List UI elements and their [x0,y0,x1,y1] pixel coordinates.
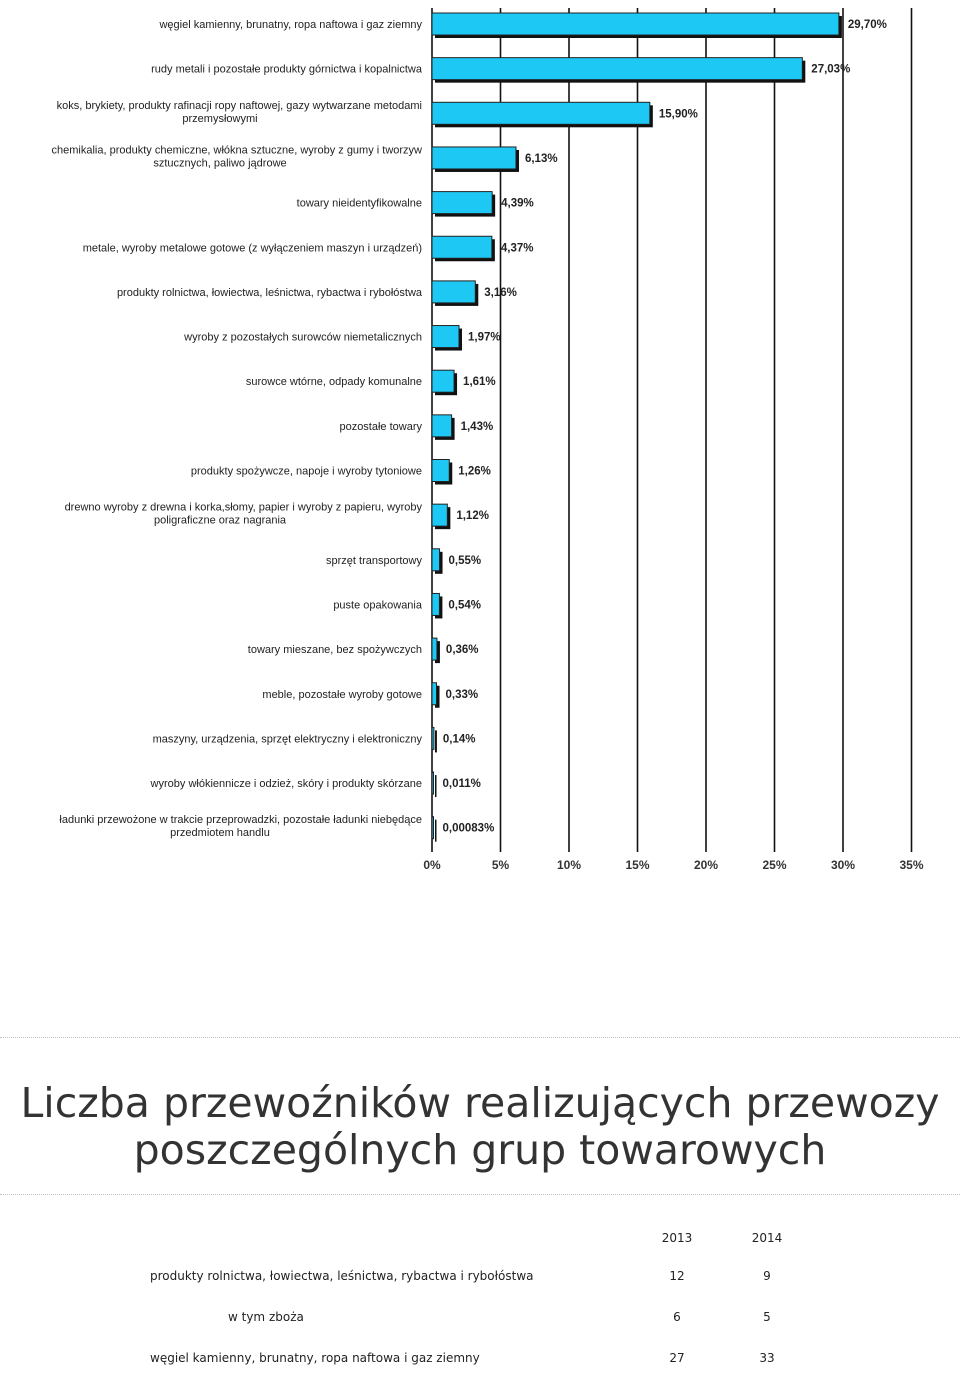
row-value-2013: 27 [669,1350,685,1365]
data-label: 0,54% [448,599,482,612]
bar [432,727,434,749]
data-label: 1,43% [460,420,494,433]
category-label: chemikalia, produkty chemiczne, włókna sztuczne, wyroby z gumy i tworzyw sztucznych, paliwo jądrowe [51,144,422,170]
row-value-2014: 9 [763,1268,771,1283]
table-row [0,1255,960,1296]
table-row [0,1337,960,1378]
bar [432,236,492,258]
data-label: 4,37% [500,242,534,255]
data-label: 15,90% [658,108,698,121]
bar [432,281,475,303]
data-label: 0,36% [445,644,479,657]
data-label: 0,00083% [442,822,495,835]
data-label: 6,13% [524,152,558,165]
category-label: pozostałe towary [339,420,422,433]
header-year-2014: 2014 [751,1230,783,1245]
bar [432,370,454,392]
row-label: w tym zboża [228,1309,304,1324]
category-label: surowce wtórne, odpady komunalne [245,376,422,389]
data-label: 29,70% [847,19,887,31]
bar [432,147,516,169]
category-label: wyroby włókiennicze i odzież, skóry i produkty skórzane [150,778,422,791]
bar [432,593,439,615]
bar-shadow [435,820,437,842]
x-tick-label: 10% [556,858,582,872]
data-label: 1,97% [467,331,501,344]
bar [432,772,434,794]
bar [432,504,447,526]
category-label: metale, wyroby metalowe gotowe (z wyłączeniem maszyn i urządzeń) [82,242,422,255]
header-year-2013: 2013 [661,1230,693,1245]
bar [432,549,440,571]
x-tick-label: 5% [491,858,510,872]
row-value-2014: 5 [763,1309,771,1324]
x-tick-label: 35% [899,858,924,872]
bar [432,102,650,124]
page-title [0,1080,960,1174]
category-label: sprzęt transportowy [326,554,422,567]
category-label: maszyny, urządzenia, sprzęt elektryczny i elektroniczny [152,733,422,746]
data-label: 27,03% [811,63,851,76]
row-value-2014: 33 [759,1350,775,1365]
category-label: meble, pozostałe wyroby gotowe [262,688,422,701]
bar [432,326,459,348]
x-tick-label: 15% [625,858,650,872]
bar [432,638,437,660]
data-label: 0,55% [448,554,482,567]
category-label: drewno wyroby z drewna i korka,słomy, papier i wyroby z papieru, wyroby poligraficzne oraz nagrania [64,501,422,527]
title-line-1: Liczba przewoźników realizujących przewozy [20,1079,940,1127]
row-value-2013: 6 [673,1309,681,1324]
category-label: ładunki przewożone w trakcie przeprowadzki, pozostałe ładunki niebędące przedmiotem handlu [59,814,422,840]
data-label: 1,61% [463,376,496,389]
divider-bottom [0,1194,960,1195]
data-label: 4,39% [501,197,534,210]
title-line-2: poszczególnych grup towarowych [133,1126,827,1174]
bar [432,415,452,437]
x-tick-label: 30% [830,858,856,872]
category-label: koks, brykiety, produkty rafinacji ropy naftowej, gazy wytwarzane metodami przemysłowymi [56,99,422,125]
header-empty [0,1220,632,1255]
x-tick-label: 25% [762,858,787,872]
data-label: 1,12% [456,510,489,523]
data-label: 1,26% [458,465,491,478]
category-label: węgiel kamienny, brunatny, ropa naftowa i gaz ziemny [159,19,422,31]
row-value-2013: 12 [669,1268,685,1283]
data-label: 0,33% [445,688,479,701]
data-label: 0,14% [442,733,476,746]
bar [432,58,802,80]
divider-top [0,1037,960,1038]
category-label: produkty rolnictwa, łowiectwa, leśnictwa, rybactwa i rybołóstwa [116,286,422,299]
bar [432,460,449,482]
category-label: wyroby z pozostałych surowców niemetalicznych [184,331,422,344]
bar-shadow [435,775,437,797]
bar [432,683,437,705]
data-label: 0,011% [442,778,481,791]
category-label: towary mieszane, bez spożywczych [247,644,422,657]
category-label: produkty spożywcze, napoje i wyroby tytoniowe [190,465,422,478]
category-label: rudy metali i pozostałe produkty górnictwa i kopalnictwa [151,63,422,76]
carriers-table [0,1220,960,1378]
bar [432,192,492,214]
data-label: 3,16% [484,286,517,299]
row-label: produkty rolnictwa, łowiectwa, leśnictwa, rybactwa i rybołóstwa [150,1268,534,1283]
table-row [0,1296,960,1337]
category-label: puste opakowania [333,599,422,612]
x-tick-label: 0% [423,858,441,872]
bar [432,13,839,35]
x-tick-label: 20% [693,858,719,872]
bar [432,817,434,839]
category-label: towary nieidentyfikowalne [296,197,422,210]
bar-shadow [435,730,437,752]
table-header-row [0,1220,960,1255]
row-label: węgiel kamienny, brunatny, ropa naftowa i gaz ziemny [150,1350,480,1365]
